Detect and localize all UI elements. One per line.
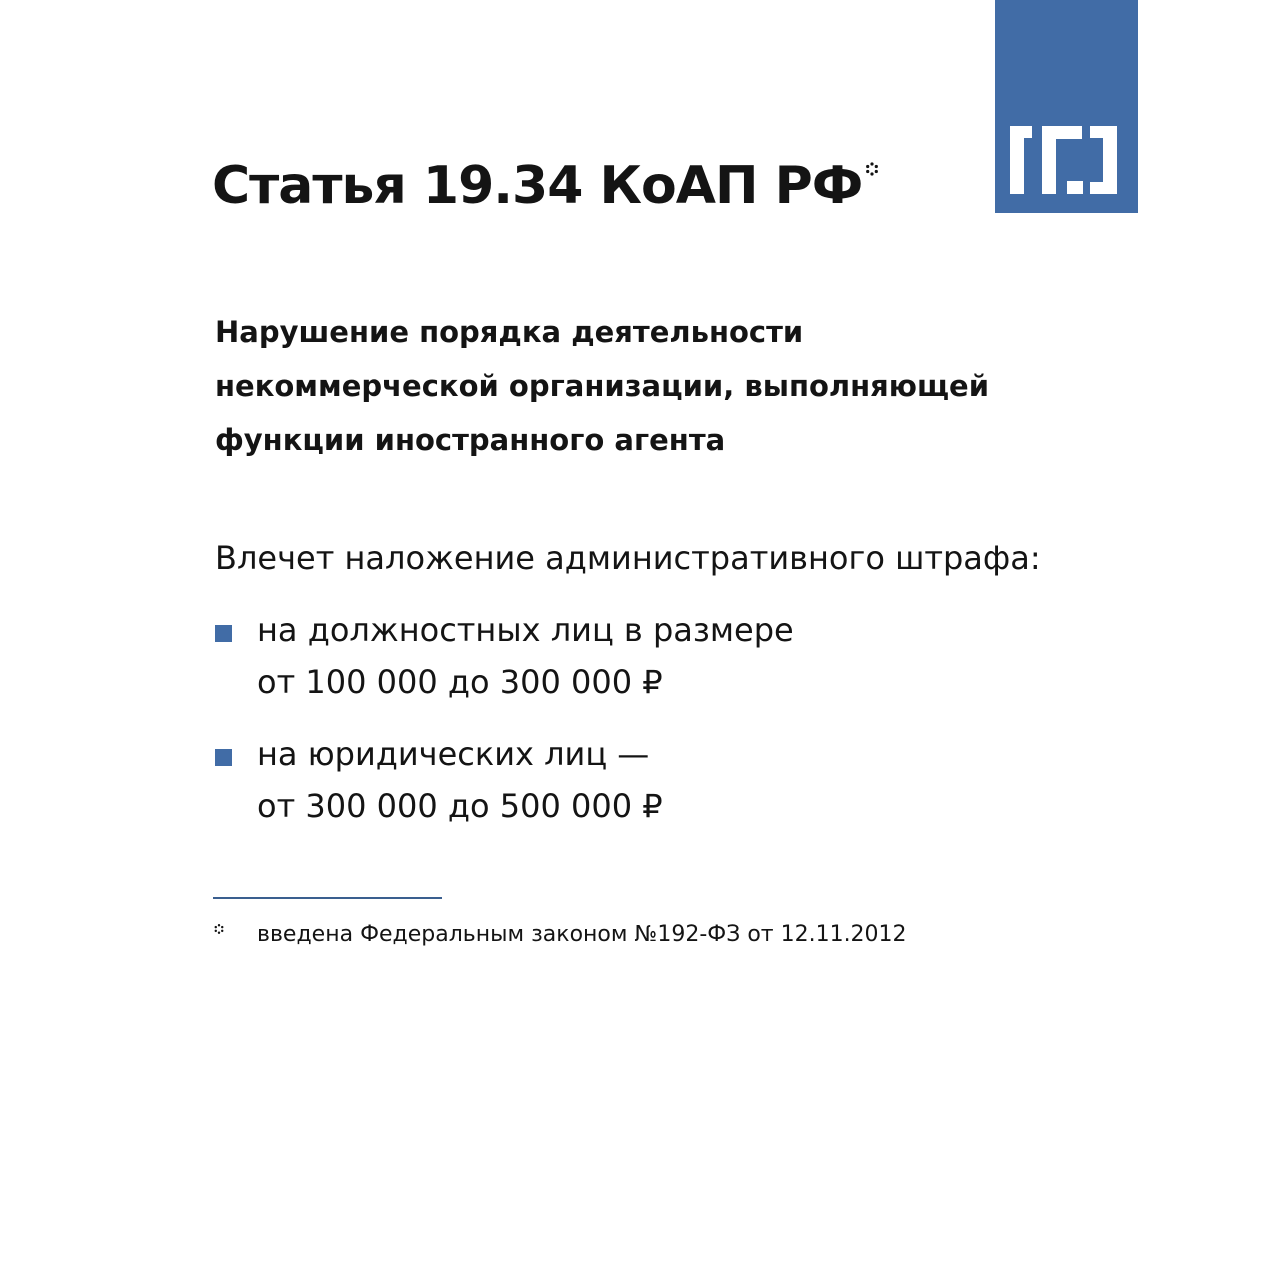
penalty-label: на должностных лиц в размере — [257, 611, 794, 649]
asterisk-icon — [213, 923, 225, 935]
lead-text: Влечет наложение административного штрафа: — [215, 539, 1041, 577]
title-text: Статья 19.34 КоАП РФ — [212, 156, 863, 216]
penalty-amount: от 100 000 до 300 000 ₽ — [257, 663, 663, 701]
penalty-label: на юридических лиц — — [257, 735, 650, 773]
square-bullet-icon — [215, 749, 232, 766]
footnote-text: введена Федеральным законом №192-ФЗ от 12.11.2012 — [257, 922, 907, 947]
subtitle-line: функции иностранного агента — [215, 423, 726, 457]
penalty-amount: от 300 000 до 500 000 ₽ — [257, 787, 663, 825]
footnote-divider — [213, 897, 442, 899]
subtitle — [215, 305, 989, 467]
subtitle-line: Нарушение порядка деятельности — [215, 315, 804, 349]
asterisk-icon — [864, 161, 880, 177]
logo-icon — [995, 0, 1138, 213]
square-bullet-icon — [215, 625, 232, 642]
page-title — [212, 156, 880, 216]
subtitle-line: некоммерческой организации, выполняющей — [215, 369, 990, 403]
logo — [995, 0, 1138, 213]
